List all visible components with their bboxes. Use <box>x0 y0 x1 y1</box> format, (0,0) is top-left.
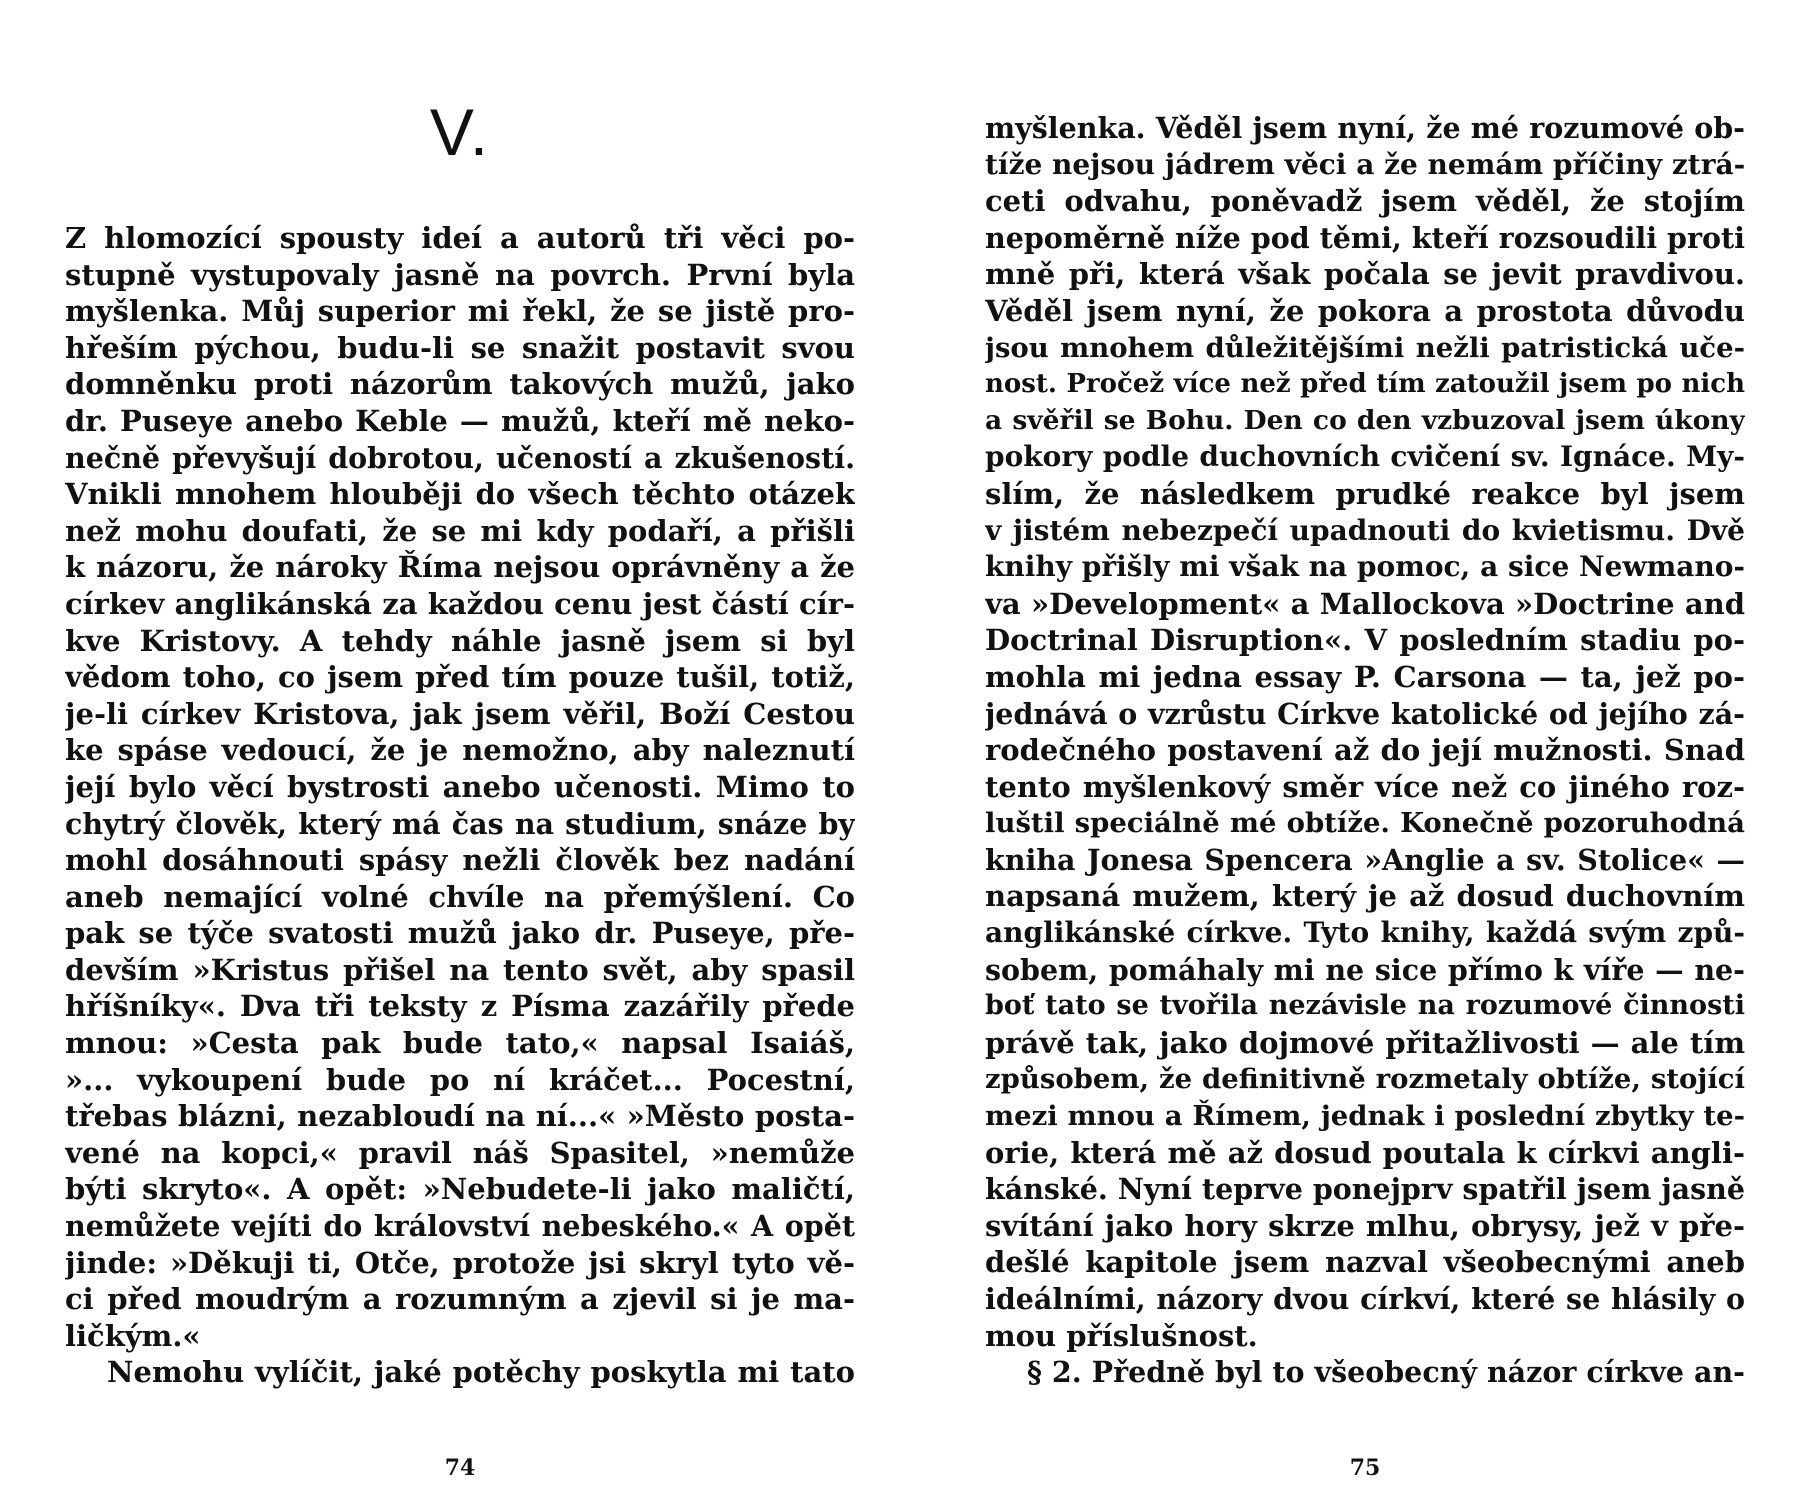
text-line: devším »Kristus přišel na tento svět, aby spasil <box>65 952 855 987</box>
text-line: chytrý člověk, který má čas na studium, snáze by <box>65 806 855 841</box>
text-line: tíže nejsou jádrem věci a že nemám příčiny ztrá- <box>985 147 1745 181</box>
text-line: vědom toho, co jsem před tím pouze tušil, totiž, <box>65 660 855 695</box>
text-line: § 2. Předně byl to všeobecný názor církve an- <box>1027 1355 1745 1390</box>
text-line: mohla mi jedna essay P. Carsona — ta, jež po- <box>985 659 1745 694</box>
page-number: 74 <box>444 1455 476 1481</box>
text-line: tento myšlenkový směr více než co jiného roz- <box>985 769 1745 804</box>
text-line: právě tak, jako dojmové přitažlivosti — ale tím <box>985 1025 1745 1060</box>
text-line: nost. Pročež více než před tím zatoužil jsem po nich <box>985 369 1745 400</box>
text-line: anglikánské církve. Tyto knihy, každá svým způ- <box>985 916 1745 950</box>
text-line: kánské. Nyní teprve ponejprv spatřil jsem jasně <box>985 1172 1745 1207</box>
text-line: ličkým.« <box>65 1318 201 1353</box>
text-line: nečně převyšují dobrotou, učeností a zkušeností. <box>65 440 855 475</box>
text-line: rodečného postavení až do její mužnosti. Snad <box>985 733 1745 768</box>
text-line: a svěřil se Bohu. Den co den vzbuzoval jsem úkony <box>985 404 1745 436</box>
text-line: mohl dosáhnouti spásy nežli člověk bez nadání <box>65 843 855 878</box>
text-line: mně při, která však počala se jevit pravdivou. <box>985 257 1745 292</box>
text-line: Věděl jsem nyní, že pokora a prostota důvodu <box>985 293 1745 328</box>
text-line: ke spáse vedoucí, že je nemožno, aby naleznutí <box>65 733 855 768</box>
text-line: nemůžete vejíti do království nebeského.« A opět <box>65 1209 855 1244</box>
text-line: stupně vystupovaly jasně na povrch. První byla <box>65 257 855 292</box>
text-line: luštil speciálně mé obtíže. Konečně pozoruhodná <box>985 807 1745 840</box>
text-line: hříšníky«. Dva tři teksty z Písma zazářily přede <box>65 989 855 1024</box>
right-page <box>985 0 1745 1500</box>
text-line: církev anglikánská za každou cenu jest částí cír- <box>65 586 855 621</box>
text-line: dešlé kapitole jsem nazval všeobecnými aneb <box>985 1245 1745 1280</box>
page-number: 75 <box>1349 1455 1381 1481</box>
text-line: dr. Puseye anebo Keble — mužů, kteří mě neko- <box>65 403 855 438</box>
text-line: aneb nemající volné chvíle na přemýšlení. Co <box>65 879 855 914</box>
text-line: sobem, pomáhaly mi ne sice přímo k víře — ne- <box>985 952 1745 987</box>
text-line: jednává o vzrůstu Církve katolické od jejího zá- <box>985 696 1745 731</box>
text-line: vené na kopci,« pravil náš Spasitel, »nemůže <box>65 1135 855 1170</box>
text-line: Z hlomozící spousty ideí a autorů tři věci po- <box>65 221 855 255</box>
text-line: svítání jako hory skrze mlhu, obrysy, jež v pře- <box>985 1208 1745 1243</box>
text-line: kniha Jonesa Spencera »Anglie a sv. Stolice« — <box>985 842 1745 877</box>
text-line: třebas blázni, nezabloudí na ní...« »Město posta- <box>65 1099 855 1134</box>
text-line: ceti odvahu, poněvadž jsem věděl, že stojím <box>985 184 1745 219</box>
left-page <box>65 0 855 1500</box>
text-line: její bylo věcí bystrosti anebo učenosti. Mimo to <box>65 769 855 804</box>
text-line: hřeším pýchou, budu-li se snažit postavit svou <box>65 330 855 365</box>
text-line: jsou mnohem důležitějšími nežli patristická uče- <box>985 331 1745 364</box>
text-line: domněnku proti názorům takových mužů, jako <box>65 367 855 402</box>
text-line: orie, která mě až dosud poutala k církvi angli- <box>985 1135 1745 1170</box>
text-line: kve Kristovy. A tehdy náhle jasně jsem si byl <box>65 623 855 658</box>
text-line: než mohu doufati, že se mi kdy podaří, a přišli <box>65 513 855 548</box>
text-line: způsobem, že definitivně rozmetaly obtíže, stojící <box>985 1063 1745 1096</box>
text-line: ideálními, názory dvou církví, které se hlásily o <box>985 1282 1745 1316</box>
left-page-text <box>65 220 855 1391</box>
text-line: myšlenka. Věděl jsem nyní, že mé rozumové ob- <box>985 111 1745 145</box>
text-line: »... vykoupení bude po ní kráčet... Pocestní, <box>65 1062 855 1097</box>
text-line: mezi mnou a Římem, jednak i poslední zbytky te- <box>985 1100 1745 1133</box>
text-line: nepoměrně níže pod těmi, kteří rozsoudili proti <box>985 220 1745 255</box>
text-line: ci před moudrým a rozumným a zjevil si je ma- <box>65 1282 855 1317</box>
text-line: Vnikli mnohem hlouběji do všech těchto otázek <box>65 477 855 512</box>
text-line: mnou: »Cesta pak bude tato,« napsal Isaiáš, <box>65 1026 855 1061</box>
right-page-text <box>985 110 1745 1391</box>
text-line: knihy přišly mi však na pomoc, a sice Newmano- <box>985 550 1745 584</box>
text-line: býti skryto«. A opět: »Nebudete-li jako maličtí, <box>65 1172 855 1207</box>
text-line: va »Development« a Mallockova »Doctrine and <box>985 586 1745 621</box>
text-line: slím, že následkem prudké reakce byl jsem <box>985 476 1745 511</box>
text-line: pokory podle duchovních cvičení sv. Ignáce. My- <box>985 440 1745 474</box>
text-line: v jistém nebezpečí upadnouti do kvietismu. Dvě <box>985 513 1745 547</box>
text-line: pak se týče svatosti mužů jako dr. Puseye, pře- <box>65 916 855 951</box>
text-line: boť tato se tvořila nezávisle na rozumové činnosti <box>985 990 1745 1022</box>
text-line: Doctrinal Disruption«. V posledním stadiu po- <box>985 623 1745 658</box>
text-line: jinde: »Děkuji ti, Otče, protože jsi skryl tyto vě- <box>65 1245 855 1280</box>
text-line: myšlenka. Můj superior mi řekl, že se jistě pro- <box>65 294 855 329</box>
text-line: k názoru, že nároky Říma nejsou oprávněny a že <box>65 550 855 585</box>
chapter-heading: V. <box>429 95 491 169</box>
text-line: napsaná mužem, který je až dosud duchovním <box>985 879 1745 914</box>
text-line: je-li církev Kristova, jak jsem věřil, Boží Cestou <box>65 696 855 731</box>
text-line: Nemohu vylíčit, jaké potěchy poskytla mi tato <box>107 1355 855 1390</box>
text-line: mou příslušnost. <box>985 1318 1258 1353</box>
